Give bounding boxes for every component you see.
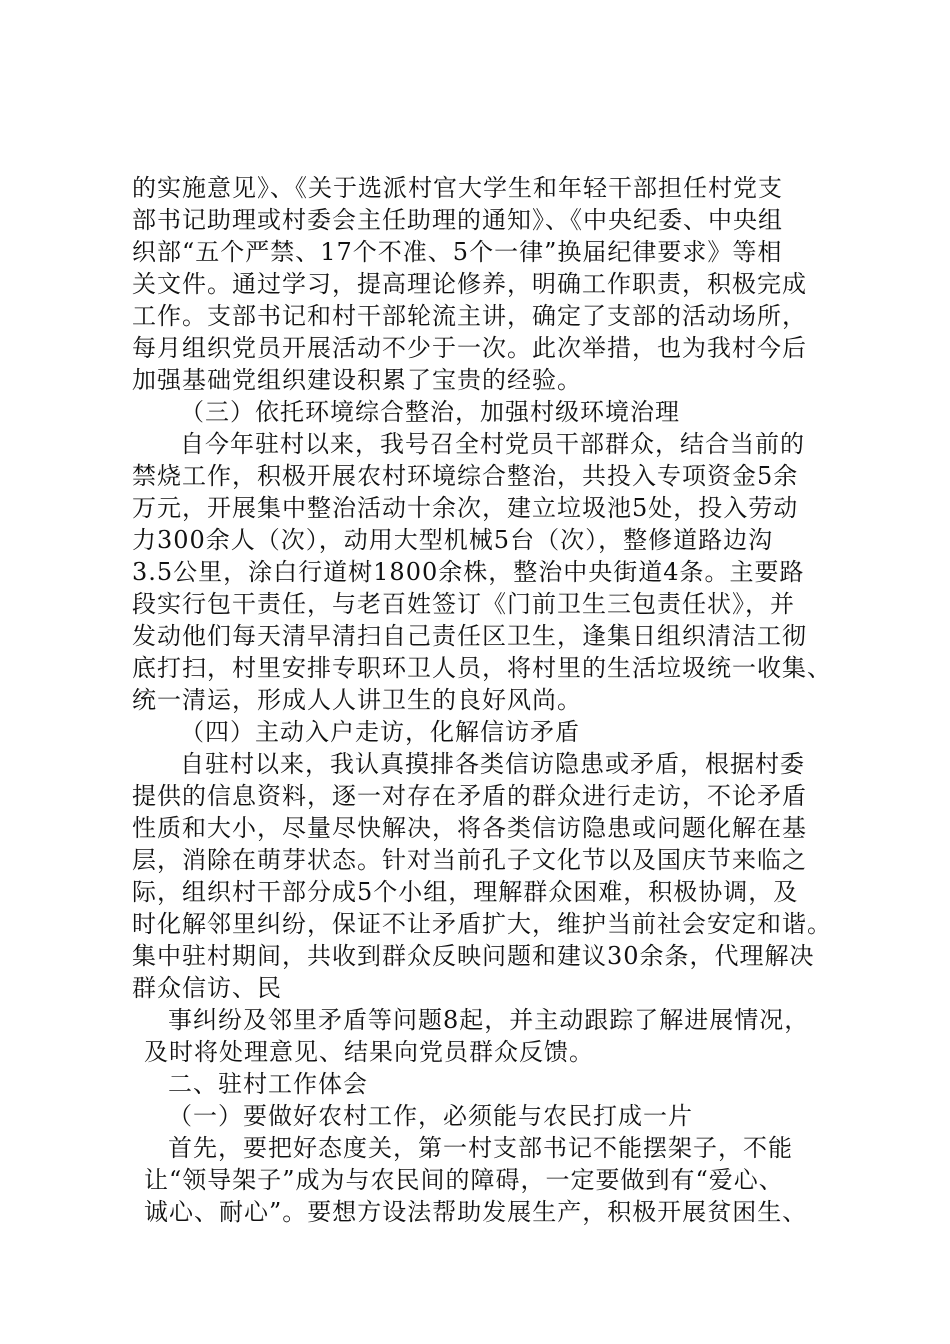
text-line: 性质和大小，尽量尽快解决，将各类信访隐患或问题化解在基 — [132, 814, 807, 842]
section-heading: 二、驻村工作体会 — [168, 1070, 368, 1098]
text-line: 际，组织村干部分成5个小组，理解群众困难，积极协调，及 — [132, 878, 799, 906]
text-line: 底打扫，村里安排专职环卫人员，将村里的生活垃圾统一收集、 — [132, 654, 832, 682]
text-line: 加强基础党组织建设积累了宝贵的经验。 — [132, 366, 582, 394]
text-line: 织部“五个严禁、17个不准、5个一律”换届纪律要求》等相 — [132, 238, 783, 266]
text-line: 力300余人（次），动用大型机械5台（次），整修道路边沟 — [132, 526, 774, 554]
section-heading: （三）依托环境综合整治，加强村级环境治理 — [180, 398, 680, 426]
text-line: 及时将处理意见、结果向党员群众反馈。 — [144, 1038, 594, 1066]
text-line: 集中驻村期间，共收到群众反映问题和建议30余条，代理解决 — [132, 942, 815, 970]
text-line: 工作。支部书记和村干部轮流主讲，确定了支部的活动场所， — [132, 302, 807, 330]
text-line: 3.5公里，涂白行道树1800余株，整治中央街道4条。主要路 — [132, 558, 805, 586]
text-line: 万元，开展集中整治活动十余次，建立垃圾池5处，投入劳动 — [132, 494, 799, 522]
text-line: 发动他们每天清早清扫自己责任区卫生，逢集日组织清洁工彻 — [132, 622, 807, 650]
text-line: 统一清运，形成人人讲卫生的良好风尚。 — [132, 686, 582, 714]
text-line: 段实行包干责任，与老百姓签订《门前卫生三包责任状》，并 — [132, 590, 795, 618]
text-line: 诚心、耐心”。要想方设法帮助发展生产，积极开展贫困生、 — [144, 1198, 808, 1226]
text-line: 群众信访、民 — [132, 974, 282, 1002]
text-line: 自驻村以来，我认真摸排各类信访隐患或矛盾，根据村委 — [180, 750, 805, 778]
section-heading: （一）要做好农村工作，必须能与农民打成一片 — [168, 1102, 693, 1130]
text-line: 事纠纷及邻里矛盾等问题8起，并主动跟踪了解进展情况， — [168, 1006, 810, 1034]
text-line: 禁烧工作，积极开展农村环境综合整治，共投入专项资金5余 — [132, 462, 799, 490]
text-line: 的实施意见》、《关于选派村官大学生和年轻干部担任村党支 — [132, 174, 783, 202]
text-line: 提供的信息资料，逐一对存在矛盾的群众进行走访，不论矛盾 — [132, 782, 807, 810]
text-line: 首先，要把好态度关，第一村支部书记不能摆架子，不能 — [168, 1134, 793, 1162]
text-line: 部书记助理或村委会主任助理的通知》、《中央纪委、中央组 — [132, 206, 783, 234]
text-line: 自今年驻村以来，我号召全村党员干部群众，结合当前的 — [180, 430, 805, 458]
text-line: 让“领导架子”成为与农民间的障碍，一定要做到有“爱心、 — [144, 1166, 784, 1194]
text-line: 关文件。通过学习，提高理论修养，明确工作职责，积极完成 — [132, 270, 807, 298]
section-heading: （四）主动入户走访，化解信访矛盾 — [180, 718, 580, 746]
text-line: 时化解邻里纠纷，保证不让矛盾扩大，维护当前社会安定和谐。 — [132, 910, 832, 938]
text-line: 每月组织党员开展活动不少于一次。此次举措，也为我村今后 — [132, 334, 807, 362]
text-line: 层，消除在萌芽状态。针对当前孔子文化节以及国庆节来临之 — [132, 846, 807, 874]
